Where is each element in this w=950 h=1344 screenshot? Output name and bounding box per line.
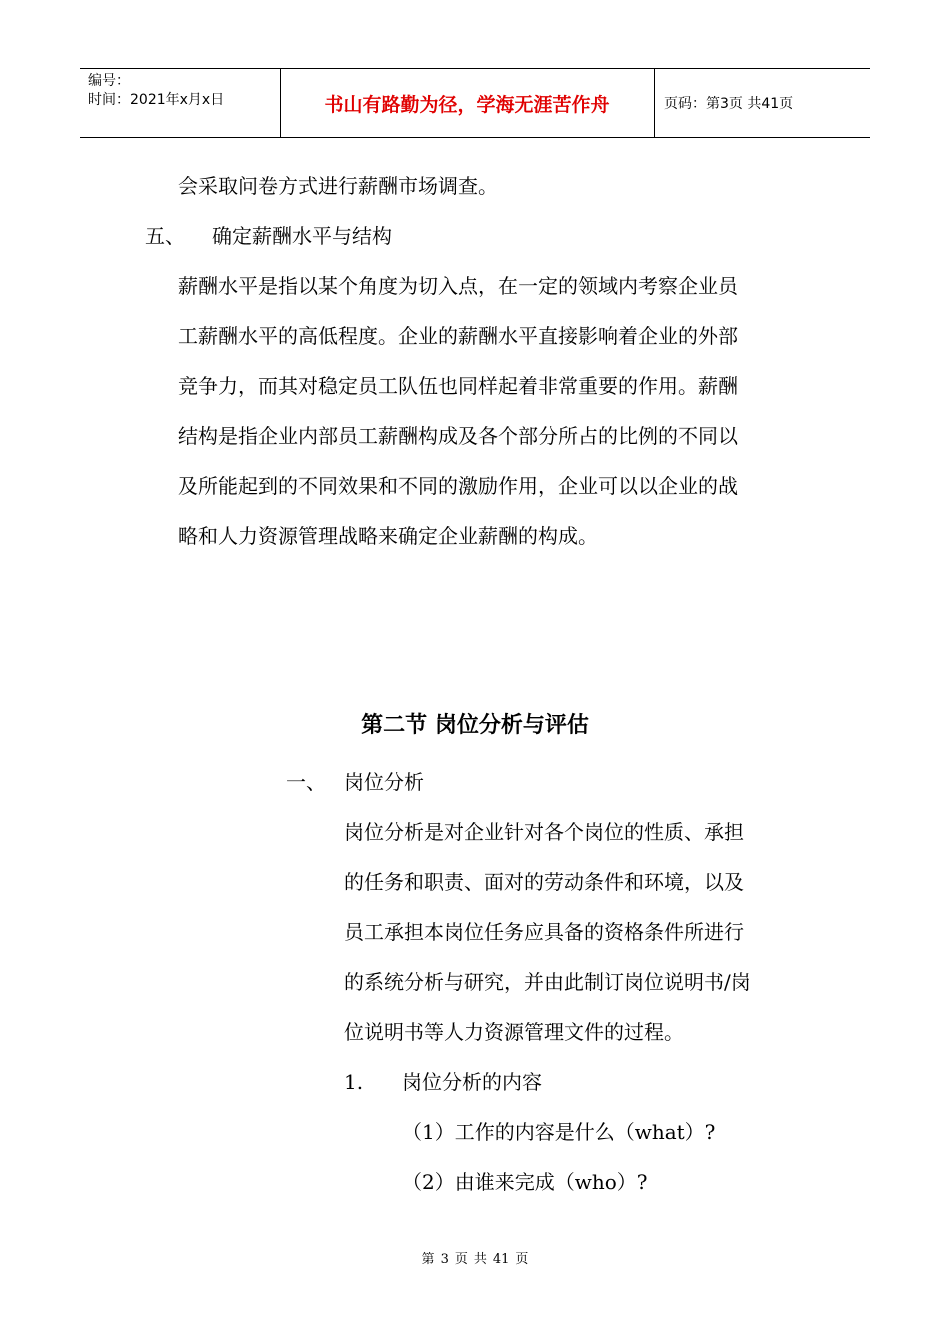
header-number-label: 编号： [88,73,130,89]
paragraph-line: 员工承担本岗位任务应具备的资格条件所进行 [344,920,744,944]
footer-text: 第 [421,1252,435,1267]
paragraph-line: 及所能起到的不同效果和不同的激励作用，企业可以以企业的战 [178,474,738,498]
paragraph-line: 结构是指企业内部员工薪酬构成及各个部分所占的比例的不同以 [178,424,738,448]
paragraph-line: 位说明书等人力资源管理文件的过程。 [344,1020,684,1044]
footer-total-pages: 41 [492,1252,510,1267]
subsection-number: 一、 [286,770,326,794]
paragraph-line: 的系统分析与研究，并由此制订岗位说明书/岗 [344,970,751,994]
section-title: 确定薪酬水平与结构 [212,224,392,248]
question-line: （2）由谁来完成（who）? [402,1170,648,1194]
body-line: 会采取问卷方式进行薪酬市场调查。 [178,174,498,198]
paragraph-line: 的任务和职责、面对的劳动条件和环境，以及 [344,870,744,894]
footer-text: 共 [473,1252,487,1267]
subsection-title: 岗位分析 [344,770,424,794]
header-time-label: 时间：2021年x月x日 [88,92,225,108]
paragraph-line: 竞争力，而其对稳定员工队伍也同样起着非常重要的作用。薪酬 [178,374,738,398]
paragraph-line: 岗位分析是对企业针对各个岗位的性质、承担 [344,820,744,844]
section-number: 五、 [145,224,185,248]
question-line: （1）工作的内容是什么（what）? [402,1120,716,1144]
header-meta [88,72,278,110]
footer-text: 页 [515,1252,529,1267]
paragraph-line: 工薪酬水平的高低程度。企业的薪酬水平直接影响着企业的外部 [178,324,738,348]
footer-text: 页 [454,1252,468,1267]
header-page-info: 页码：第3页 共41页 [664,96,794,112]
paragraph-line: 略和人力资源管理战略来确定企业薪酬的构成。 [178,524,598,548]
item-title: 岗位分析的内容 [402,1070,542,1094]
header-motto: 书山有路勤为径，学海无涯苦作舟 [324,93,610,116]
page-header [80,68,870,138]
paragraph-line: 薪酬水平是指以某个角度为切入点，在一定的领域内考察企业员 [178,274,738,298]
page-footer [0,1248,950,1267]
footer-page-number: 3 [440,1252,449,1267]
chapter-heading: 第二节 岗位分析与评估 [361,712,589,738]
item-number: 1. [344,1070,364,1094]
header-divider [654,69,655,137]
